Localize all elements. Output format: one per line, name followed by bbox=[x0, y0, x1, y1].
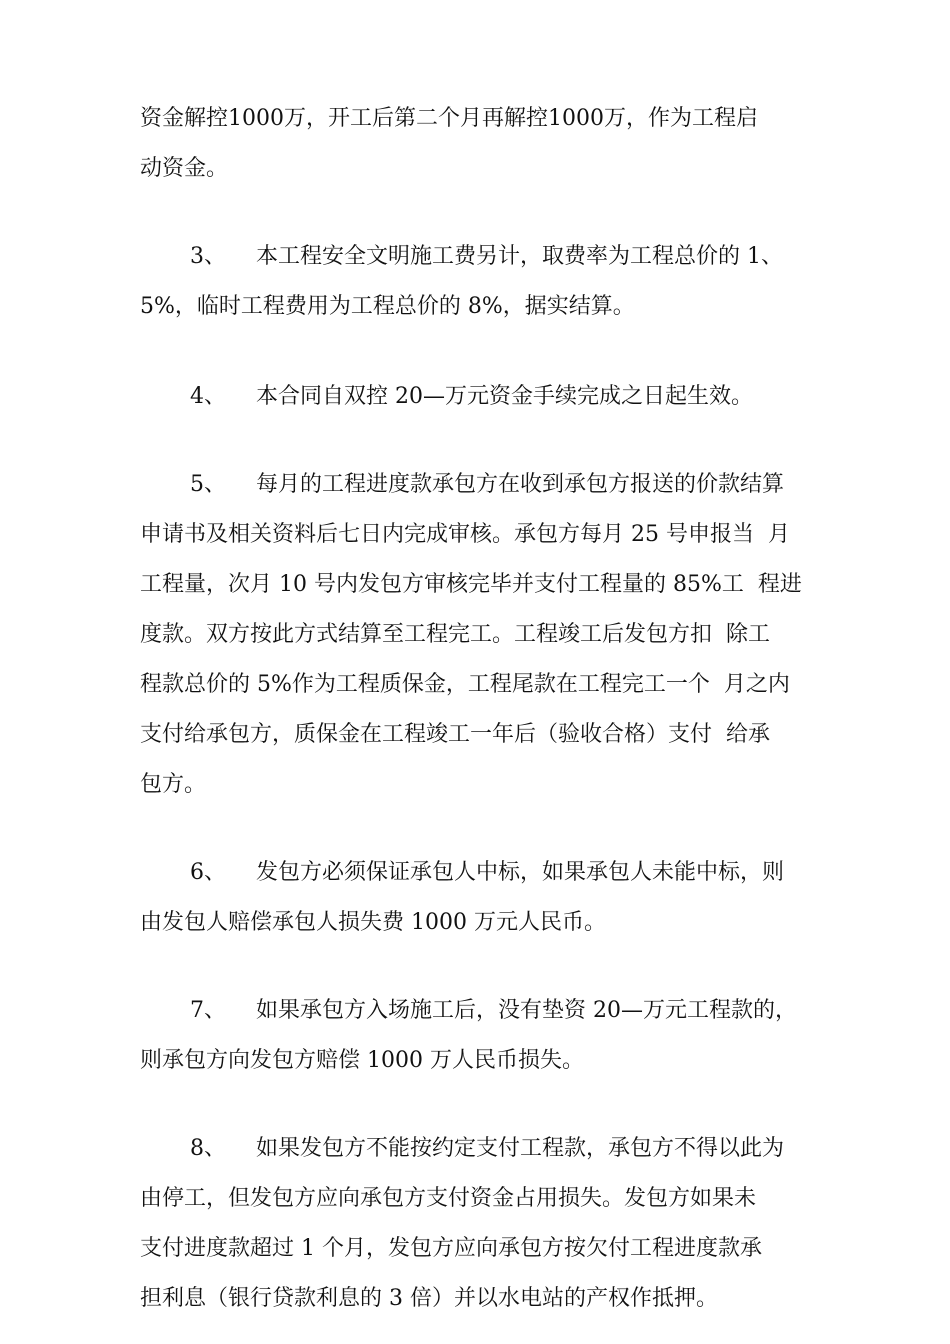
clause-5-line-6: 包方。 bbox=[140, 772, 207, 797]
intro-line-2: 动资金。 bbox=[140, 156, 229, 181]
clause-number-3: 3、 bbox=[190, 244, 226, 269]
clause-3-line-1: 5%，临时工程费用为工程总价的 8%，据实结算。 bbox=[140, 294, 635, 319]
clause-5-line-1: 申请书及相关资料后七日内完成审核。承包方每月 25 号申报当 月 bbox=[140, 522, 790, 547]
clause-8-line-3: 担利息（银行贷款利息的 3 倍）并以水电站的产权作抵押。 bbox=[140, 1286, 718, 1311]
clause-4-lead: 本合同自双控 20—万元资金手续完成之日起生效。 bbox=[256, 384, 753, 409]
clause-number-7: 7、 bbox=[190, 998, 226, 1023]
clause-number-5: 5、 bbox=[190, 472, 226, 497]
clause-5-line-4: 程款总价的 5%作为工程质保金，工程尾款在工程完工一个 月之内 bbox=[140, 672, 790, 697]
clause-8-line-2: 支付进度款超过 1 个月，发包方应向承包方按欠付工程进度款承 bbox=[140, 1236, 762, 1261]
clause-7-lead: 如果承包方入场施工后，没有垫资 20—万元工程款的， bbox=[256, 998, 797, 1023]
clause-7-line-1: 则承包方向发包方赔偿 1000 万人民币损失。 bbox=[140, 1048, 584, 1073]
clause-6-line-1: 由发包人赔偿承包人损失费 1000 万元人民币。 bbox=[140, 910, 606, 935]
clause-8-lead: 如果发包方不能按约定支付工程款，承包方不得以此为 bbox=[256, 1136, 785, 1161]
clause-5-line-3: 度款。双方按此方式结算至工程完工。工程竣工后发包方扣 除工 bbox=[140, 622, 770, 647]
clause-6-lead: 发包方必须保证承包人中标，如果承包人未能中标，则 bbox=[256, 860, 785, 885]
intro-line-1: 资金解控1000万，开工后第二个月再解控1000万，作为工程启 bbox=[140, 106, 758, 131]
clause-number-6: 6、 bbox=[190, 860, 226, 885]
clause-5-line-2: 工程量，次月 10 号内发包方审核完毕并支付工程量的 85%工 程进 bbox=[140, 572, 802, 597]
clause-3-lead: 本工程安全文明施工费另计，取费率为工程总价的 1、 bbox=[256, 244, 783, 269]
clause-number-8: 8、 bbox=[190, 1136, 226, 1161]
clause-5-line-5: 支付给承包方，质保金在工程竣工一年后（验收合格）支付 给承 bbox=[140, 722, 770, 747]
clause-8-line-1: 由停工，但发包方应向承包方支付资金占用损失。发包方如果未 bbox=[140, 1186, 757, 1211]
clause-number-4: 4、 bbox=[190, 384, 226, 409]
clause-5-lead: 每月的工程进度款承包方在收到承包方报送的价款结算 bbox=[256, 472, 785, 497]
